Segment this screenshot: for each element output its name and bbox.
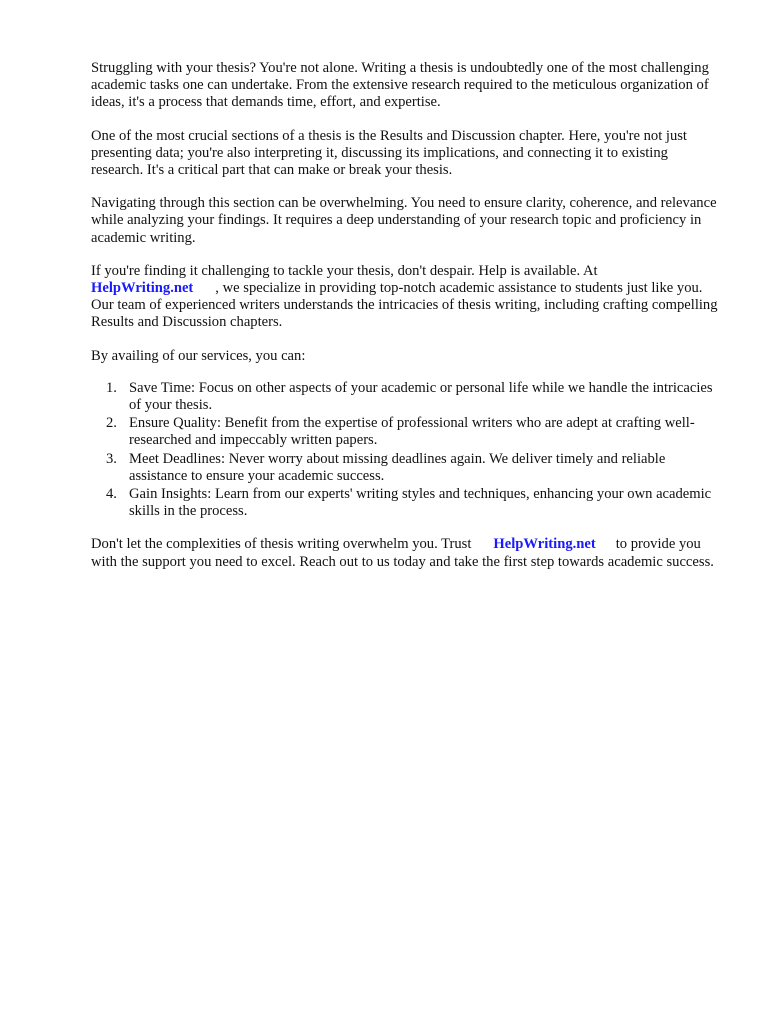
- list-item-number: 3.: [106, 450, 117, 467]
- paragraph-closing-rest: to provide you with the support you need to excel. Reach out to us today and take the first step towards academic success.: [91, 536, 714, 570]
- list-item-number: 2.: [106, 415, 117, 432]
- list-item-number: 4.: [106, 486, 117, 503]
- list-item-text: Ensure Quality: Benefit from the expertise of professional writers who are adept at crafting well-researched and impeccably written papers.: [129, 415, 695, 449]
- paragraph-results-discussion: One of the most crucial sections of a thesis is the Results and Discussion chapter. Here, you're not just presenting data; you're also interpreting it, discussing its implications, and connecting it to existing research. It's a critical part that can make or break your thesis.: [91, 127, 687, 179]
- list-item-text: Save Time: Focus on other aspects of your academic or personal life while we handle the intricacies of your thesis.: [129, 379, 713, 414]
- benefits-list: [91, 380, 721, 521]
- list-item-text: Meet Deadlines: Never worry about missing deadlines again. We deliver timely and reliable assistance to ensure your academic success.: [129, 450, 666, 484]
- paragraph-help: [91, 263, 721, 332]
- list-item-text: Gain Insights: Learn from our experts' writing styles and techniques, enhancing your own academic skills in the process.: [129, 486, 712, 520]
- paragraph-navigating: Navigating through this section can be overwhelming. You need to ensure clarity, coherence, and relevance while analyzing your findings. It requires a deep understanding of your research topic and proficiency in academic writing.: [91, 195, 717, 246]
- list-item: [91, 451, 721, 485]
- paragraph-closing-lead: Don't let the complexities of thesis writing overwhelm you. Trust: [91, 536, 472, 553]
- paragraph-help-lead: If you're finding it challenging to tackle your thesis, don't despair. Help is available. At: [91, 262, 598, 279]
- list-item: [91, 380, 721, 414]
- paragraph-help-rest: , we specialize in providing top-notch academic assistance to students just like you. Our team of experienced writers understands the intricacies of thesis writing, including crafting compelling Results and Discussion chapters.: [91, 280, 718, 331]
- list-item: [91, 415, 721, 449]
- list-item-number: 1.: [106, 379, 117, 396]
- helpwriting-link[interactable]: HelpWriting.net: [91, 280, 194, 297]
- document-page: [91, 60, 721, 587]
- list-item: [91, 486, 721, 520]
- paragraph-services-intro: By availing of our services, you can:: [91, 347, 306, 364]
- paragraph-closing: [91, 536, 721, 570]
- paragraph-intro: Struggling with your thesis? You're not alone. Writing a thesis is undoubtedly one of the most challenging academic tasks one can undertake. From the extensive research required to the meticulous organization of ideas, it's a process that demands time, effort, and expertise.: [91, 60, 709, 111]
- helpwriting-link[interactable]: HelpWriting.net: [493, 536, 596, 553]
